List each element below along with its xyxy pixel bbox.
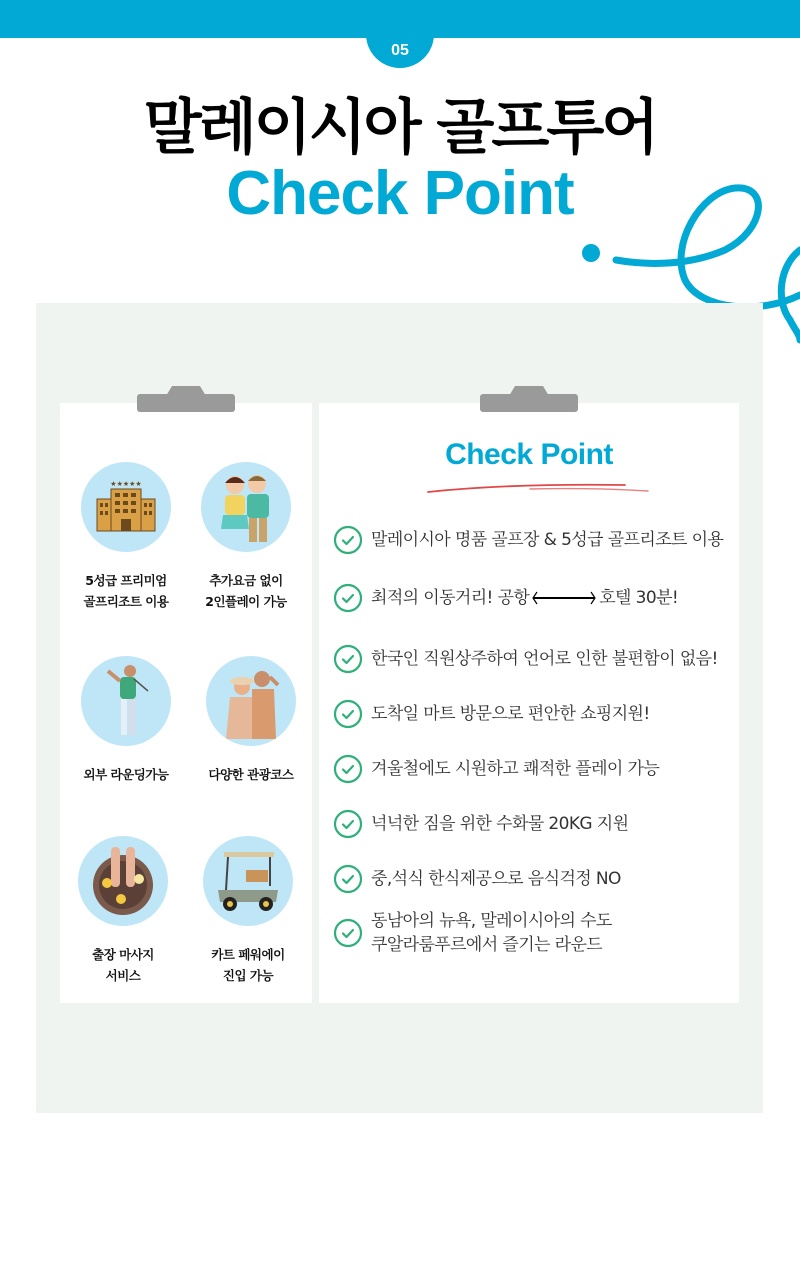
check-circle-icon	[333, 918, 363, 948]
svg-text:★★★★★: ★★★★★	[110, 480, 142, 488]
golf-cart-icon	[203, 836, 293, 926]
foot-massage-icon	[78, 836, 168, 926]
checkpoint-item: 한국인 직원상주하여 언어로 인한 불편함이 없음!	[333, 644, 718, 674]
feature-5star-resort: ★★★★★ 5성급 프리미엄 골프리조트 이용	[63, 462, 189, 612]
feature-sightseeing: 다양한 관광코스	[188, 656, 314, 785]
red-brush-underline-icon	[425, 478, 650, 496]
couple-golfers-icon	[201, 462, 291, 552]
clipboard-clip-icon	[480, 386, 578, 412]
double-arrow-icon	[531, 589, 597, 607]
checkpoint-item: 넉넉한 짐을 위한 수화물 20KG 지원	[333, 809, 628, 839]
feature-cart-fairway: 카트 페워에이 진입 가능	[185, 836, 311, 986]
checkpoint-item: 말레이시아 명품 골프장 & 5성급 골프리조트 이용	[333, 525, 723, 555]
feature-massage: 출장 마사지 서비스	[60, 836, 186, 986]
check-circle-icon	[333, 525, 363, 555]
page-number: 05	[391, 42, 409, 59]
feature-external-round: 외부 라운딩가능	[63, 656, 189, 785]
checkpoint-title: Check Point	[445, 438, 613, 471]
checkpoint-item: 최적의 이동거리! 공항 호텔 30분!	[333, 583, 678, 613]
page-title-korean: 말레이시아 골프투어	[143, 93, 657, 163]
golfer-swing-icon	[81, 656, 171, 746]
checkpoint-item: 중,석식 한식제공으로 음식걱정 NO	[333, 864, 621, 894]
checkpoint-item: 도착일 마트 방문으로 편안한 쇼핑지원!	[333, 699, 650, 729]
check-circle-icon	[333, 809, 363, 839]
clipboard-clip-icon	[137, 386, 235, 412]
page-title-english: Check Point	[226, 159, 574, 228]
check-circle-icon	[333, 754, 363, 784]
check-circle-icon	[333, 864, 363, 894]
sightseeing-icon	[206, 656, 296, 746]
page-number-badge	[366, 10, 434, 68]
check-circle-icon	[333, 644, 363, 674]
checkpoint-item: 동남아의 뉴욕, 말레이시아의 수도 쿠알라룸푸르에서 즐기는 라운드	[333, 909, 612, 957]
feature-2-player: 추가요금 없이 2인플레이 가능	[183, 462, 309, 612]
check-circle-icon	[333, 583, 363, 613]
checkpoint-item: 겨울철에도 시원하고 쾌적한 플레이 가능	[333, 754, 659, 784]
check-circle-icon	[333, 699, 363, 729]
hotel-icon	[81, 462, 171, 552]
